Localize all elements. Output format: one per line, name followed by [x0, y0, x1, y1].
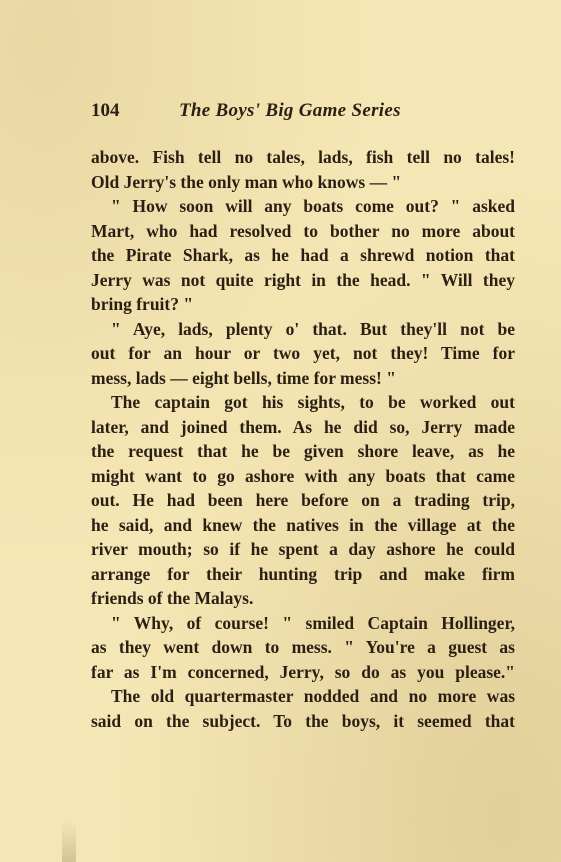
- text-line: above. Fish tell no tales, lads, fish tell no tales!: [91, 147, 515, 167]
- page-header: [91, 100, 511, 124]
- text-line: might want to go ashore with any boats that came: [91, 465, 515, 486]
- text-line: out. He had been here before on a trading trip,: [91, 490, 515, 510]
- page-number: 104: [91, 100, 120, 121]
- text-line: said on the subject. To the boys, it seemed that: [91, 710, 515, 731]
- text-line: bring fruit? ": [91, 294, 194, 314]
- text-line: out for an hour or two yet, not they! Time for: [91, 343, 515, 363]
- text-line: far as I'm concerned, Jerry, so do as you please.": [91, 661, 515, 682]
- text-line: he said, and knew the natives in the village at the: [91, 514, 515, 535]
- text-line: Mart, who had resolved to bother no more about: [91, 220, 515, 241]
- text-line: river mouth; so if he spent a day ashore he could: [91, 539, 515, 559]
- text-line: Old Jerry's the only man who knows — ": [91, 171, 402, 192]
- text-line: The captain got his sights, to be worked out: [111, 392, 515, 412]
- text-line: The old quartermaster nodded and no more was: [111, 686, 515, 706]
- text-line: mess, lads — eight bells, time for mess! ": [91, 367, 396, 388]
- text-line: the request that he be given shore leave, as he: [91, 441, 515, 461]
- body-text: [91, 145, 515, 733]
- text-line: arrange for their hunting trip and make firm: [91, 563, 515, 584]
- text-line: " How soon will any boats come out? " asked: [111, 196, 515, 216]
- text-line: friends of the Malays.: [91, 588, 254, 608]
- text-line: the Pirate Shark, as he had a shrewd notion that: [91, 245, 515, 265]
- text-line: as they went down to mess. " You're a guest as: [91, 637, 515, 657]
- text-line: Jerry was not quite right in the head. " Will they: [91, 269, 515, 290]
- running-title: The Boys' Big Game Series: [179, 100, 401, 121]
- text-line: later, and joined them. As he did so, Jerry made: [91, 416, 515, 437]
- text-line: " Why, of course! " smiled Captain Hollinger,: [111, 612, 515, 633]
- text-line: " Aye, lads, plenty o' that. But they'll not be: [111, 318, 515, 339]
- gutter-shadow: [62, 820, 76, 862]
